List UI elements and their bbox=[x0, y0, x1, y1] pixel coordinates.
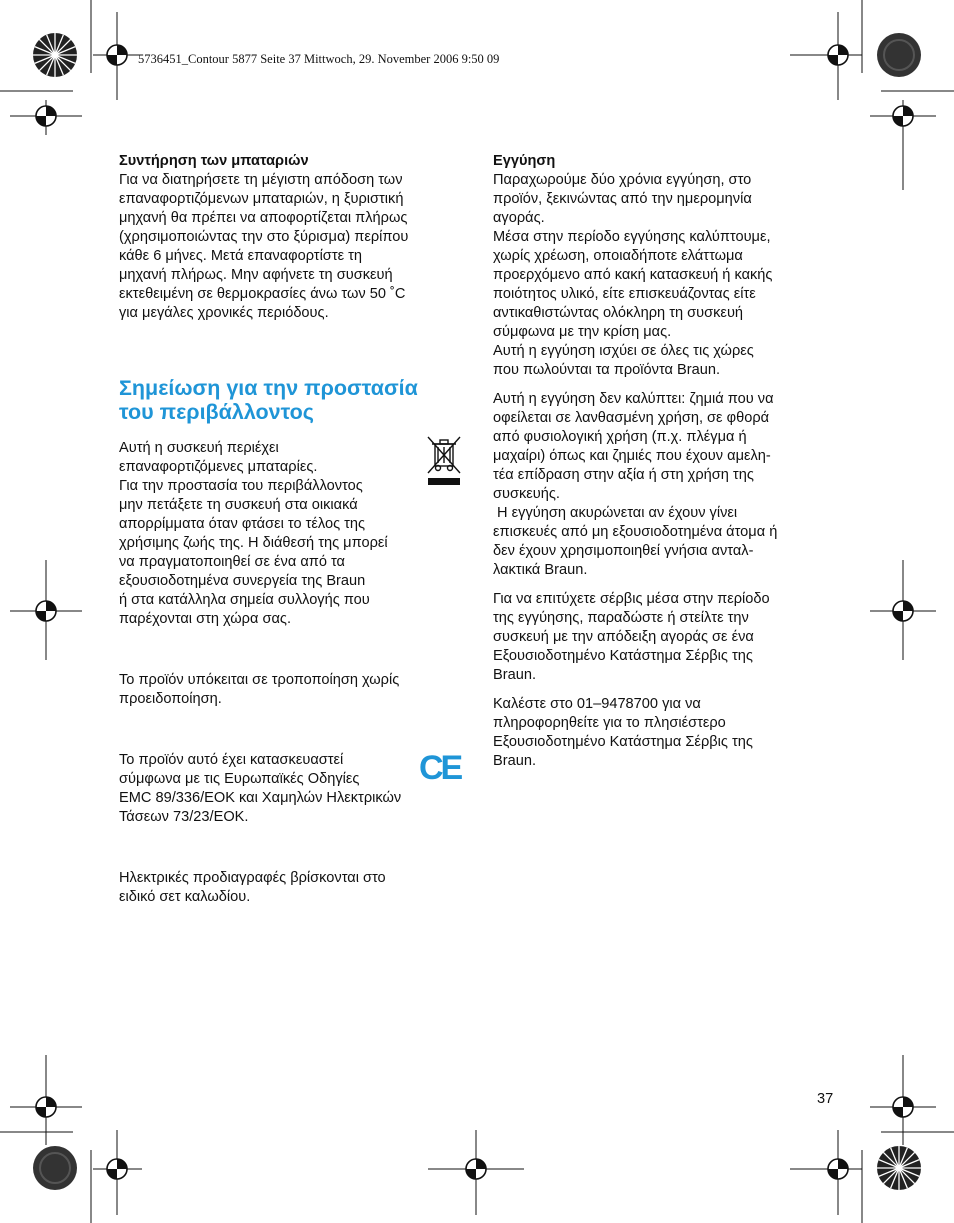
environment-text: Αυτή η συσκευή περιέχει επαναφορτιζόμενες μπαταρίες. Για την προστασία του περιβάλλοντος μην πετάξετε τη συσκευή στα οικιακά απορρίμματα όταν φτάσει το τέλος της χρήσιμης ζωής της. Η διάθεσή της μπορεί να πραγματοποιηθεί σε ένα από τα εξουσιοδοτημένα συνεργεία της Braun ή στα κατάλληλα σημεία συλλογής που παρέχονται στη χώρα σας. bbox=[119, 439, 464, 629]
left-column bbox=[119, 152, 464, 907]
warranty-paragraph-1: Παραχωρούμε δύο χρόνια εγγύηση, στο προϊόν, ξεκινώντας από την ημερομηνία αγοράς. Μέσα στην περίοδο εγγύησης καλύπτουμε, χωρίς χρέωση, οποιαδήποτε ελάττωμα προερχόμενο από κακή κατασκευή ή κακής ποιότητος υλικό, είτε επισκευάζοντας είτε αντικαθιστώντας ολόκληρη τη συσκευή σύμφωνα με την κρίση μας. Αυτή η εγγύηση ισχύει σε όλες τις χώρες που πωλούνται τα προϊόντα Braun. bbox=[493, 172, 773, 378]
environment-heading: Σημείωση για την προστασία του περιβάλλοντος bbox=[119, 376, 418, 424]
right-column bbox=[493, 152, 838, 771]
crossed-bin-icon bbox=[425, 435, 463, 487]
ce-mark-icon: CE bbox=[419, 749, 461, 787]
warranty-heading: Εγγύηση bbox=[493, 153, 556, 169]
warranty-paragraph-3: Για να επιτύχετε σέρβις μέσα στην περίοδο της εγγύησης, παραδώστε ή στείλτε την συσκευή με την απόδειξη αγοράς σε ένα Εξουσιοδοτημένο Κατάστημα Σέρβις της Braun. bbox=[493, 591, 770, 683]
battery-maintenance-heading: Συντήρηση των μπαταριών bbox=[119, 153, 309, 169]
electrical-specs-note: Ηλεκτρικές προδιαγραφές βρίσκονται στο ειδικό σετ καλωδίου. bbox=[119, 870, 386, 905]
warranty-paragraph-4: Καλέστε στο 01–9478700 για να πληροφορηθείτε για το πλησιέστερο Εξουσιοδοτημένο Κατάστημα Σέρβις της Braun. bbox=[493, 696, 753, 769]
print-slug: 5736451_Contour 5877 Seite 37 Mittwoch, 29. November 2006 9:50 09 bbox=[138, 52, 500, 66]
page-number: 37 bbox=[817, 1091, 834, 1107]
ce-compliance-text: Το προϊόν αυτό έχει κατασκευαστεί σύμφωνα με τις Ευρωπαϊκές Οδηγίες EMC 89/336/ΕΟΚ και Χαμηλών Ηλεκτρικών Τάσεων 73/23/ΕΟΚ. CE bbox=[119, 749, 461, 825]
warranty-paragraph-2: Αυτή η εγγύηση δεν καλύπτει: ζημιά που να οφείλεται σε λανθασμένη χρήση, σε φθορά από φυσιολογική χρήση (π.χ. πλέγμα ή μαχαίρι) όπως και ζημιές που έχουν αμελη- τέα επίδραση στην αξία ή στη χρήση της συσκευής. Η εγγύηση ακυρώνεται αν έχουν γίνει επισκευές από μη εξουσιοδοτημένα άτομα ή δεν έχουν χρησιμοποιηθεί γνήσια ανταλ- λακτικά Braun. bbox=[493, 391, 778, 578]
battery-maintenance-text: Για να διατηρήσετε τη μέγιστη απόδοση των επαναφορτιζόμενων μπαταριών, η ξυριστική μηχανή θα πρέπει να αποφορτίζεται πλήρως (χρησιμοποιώντας την στο ξύρισμα) περίπου κάθε 6 μήνες. Μετά επαναφορτίστε τη μηχανή πλήρως. Μην αφήνετε τη συσκευή εκτεθειμένη σε θερμοκρασίες άνω των 50 ˚C για μεγάλες χρονικές περιόδους. bbox=[119, 172, 409, 321]
modification-notice: Το προϊόν υπόκειται σε τροποποίηση χωρίς προειδοποίηση. bbox=[119, 672, 400, 707]
